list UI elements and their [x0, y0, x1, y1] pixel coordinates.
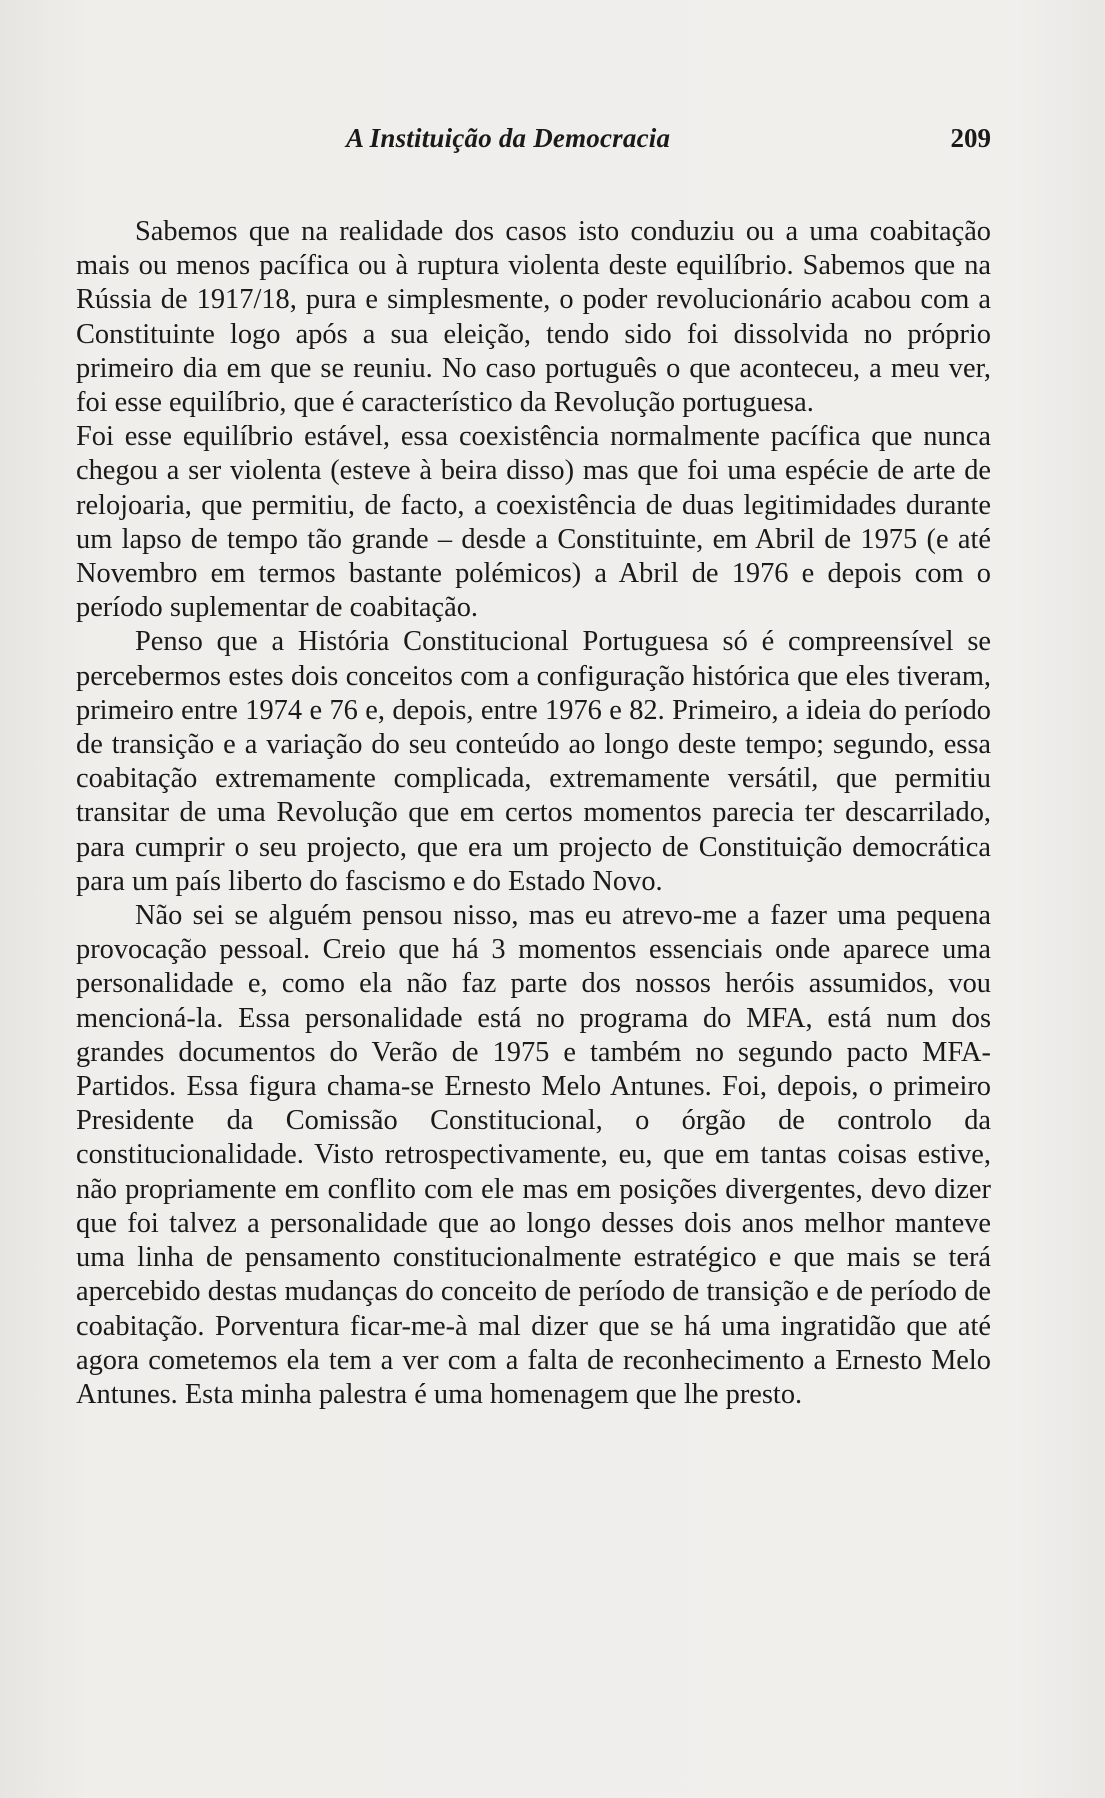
body-text — [76, 215, 991, 1412]
paragraph-3: Penso que a História Constitucional Portuguesa só é compreensível se percebermos estes dois conceitos com a configuração histórica que eles tiveram, primeiro entre 1974 e 76 e, depois, entre 1976 e 82. Primeiro, a ideia do período de transição e a variação do seu conteúdo ao longo deste tempo; segundo, essa coabitação extremamente complicada, extremamente versátil, que permitiu transitar de uma Revolução que em certos momentos parecia ter descarrilado, para cumprir o seu projecto, que era um projecto de Constituição democrática para um país liberto do fascismo e do Estado Novo. — [76, 626, 991, 897]
paragraph-2: Foi esse equilíbrio estável, essa coexistência normalmente pacífica que nunca chegou a ser violenta (esteve à beira disso) mas que foi uma espécie de arte de relojoaria, que permitiu, de facto, a coexistência de duas legitimidades durante um lapso de tempo tão grande – desde a Constituinte, em Abril de 1975 (e até Novembro em termos bastante polémicos) a Abril de 1976 e depois com o período suplementar de coabitação. — [76, 421, 991, 624]
page-number: 209 — [950, 123, 991, 153]
paragraph-1: Sabemos que na realidade dos casos isto conduziu ou a uma coabitação mais ou menos pacífica ou à ruptura violenta deste equilíbrio. Sabemos que na Rússia de 1917/18, pura e simplesmente, o poder revolucionário acabou com a Constituinte logo após a sua eleição, tendo sido foi dissolvida no próprio primeiro dia em que se reuniu. No caso português o que aconteceu, a meu ver, foi esse equilíbrio, que é característico da Revolução portuguesa. — [76, 216, 991, 419]
running-title: A Instituição da Democracia — [346, 123, 671, 153]
running-header — [76, 123, 991, 159]
paragraph-4: Não sei se alguém pensou nisso, mas eu atrevo-me a fazer uma pequena provocação pessoal. Creio que há 3 momentos essenciais onde aparece uma personalidade e, como ela não faz parte dos nossos heróis assumidos, vou mencioná-la. Essa personalidade está no programa do MFA, está num dos grandes documentos do Verão de 1975 e também no segundo pacto MFA-Partidos. Essa figura chama-se Ernesto Melo Antunes. Foi, depois, o primeiro Presidente da Comissão Constitucional, o órgão de controlo da constitucionalidade. Visto retrospectivamente, eu, que em tantas coisas estive, não propriamente em conflito com ele mas em posições divergentes, devo dizer que foi talvez a personalidade que ao longo desses dois anos melhor manteve uma linha de pensamento constitucionalmente estratégico e que mais se terá apercebido destas mudanças do conceito de período de transição e de período de coabitação. Porventura ficar-me-à mal dizer que se há uma ingratidão que até agora cometemos ela tem a ver com a falta de reconhecimento a Ernesto Melo Antunes. Esta minha palestra é uma homenagem que lhe presto. — [76, 900, 991, 1410]
